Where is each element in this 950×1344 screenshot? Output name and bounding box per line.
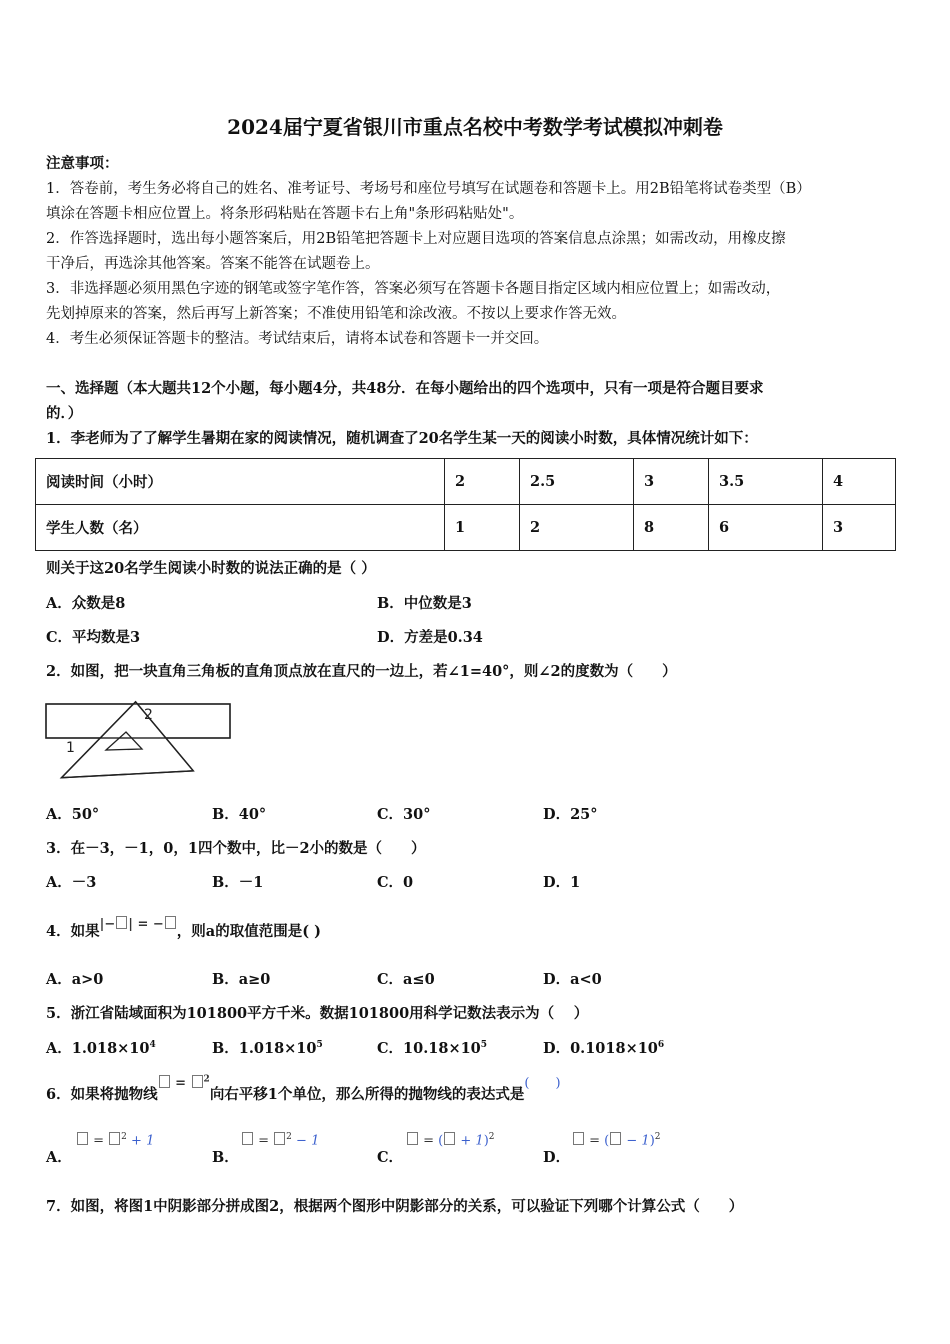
q5-option-b-exp: 5 (316, 1040, 323, 1051)
table-cell: 4 (823, 459, 896, 505)
question-5-stem: 5．浙江省陆域面积为101800平方千米。数据101800用科学记数法表示为（ ） (46, 1005, 589, 1022)
q1-option-a: A．众数是8 (46, 595, 126, 612)
table-row (36, 505, 896, 551)
q4-stem-pre: 4．如果 (46, 923, 100, 940)
question-6-stem (46, 1074, 561, 1104)
q2-option-d: D．25° (543, 806, 598, 823)
q3-option-c: C．0 (377, 874, 414, 891)
notice-line: 干净后，再选涂其他答案。答案不能答在试题卷上。 (46, 256, 380, 272)
angle-1-label: 1 (66, 740, 75, 756)
q6-stem-post: 向右平移1个单位，那么所得的抛物线的表达式是 (209, 1086, 525, 1103)
table-cell: 6 (709, 505, 823, 551)
table-cell: 2 (520, 505, 634, 551)
table-cell: 3.5 (709, 459, 823, 505)
q5-option-a (46, 1037, 156, 1058)
table-cell: 学生人数（名） (36, 505, 445, 551)
q5-option-c-text: C．10.18×10 (377, 1040, 481, 1057)
reading-stats-table (35, 458, 896, 551)
notice-line: 先划掉原来的答案，然后再写上新答案；不准使用铅笔和涂改液。不按以上要求作答无效。 (46, 306, 626, 322)
q6-option-d: D． (543, 1149, 571, 1166)
q5-option-d (543, 1037, 664, 1058)
question-1-stem: 1．李老师为了了解学生暑期在家的阅读情况，随机调查了20名学生某一天的阅读小时数，具体情况统计如下： (46, 430, 758, 447)
question-1-prompt: 则关于这20名学生阅读小时数的说法正确的是（ ） (46, 560, 376, 577)
parabola-formula-image: = $^2$ (158, 1076, 210, 1091)
q4-option-b: B．a≥0 (212, 971, 271, 988)
q5-option-d-exp: 6 (657, 1040, 665, 1051)
absolute-value-formula-image: |− | = − (100, 917, 177, 932)
section-heading-cont: 的．） (46, 405, 83, 422)
q6-option-d-formula-image: = ( − 1)$^2$ (572, 1132, 661, 1148)
notice-heading: 注意事项： (46, 155, 119, 172)
q5-option-a-text: A．1.018×10 (46, 1040, 150, 1057)
q2-option-a: A．50° (46, 806, 100, 823)
q5-option-a-exp: 4 (149, 1040, 156, 1051)
question-7-stem: 7．如图，将图1中阴影部分拼成图2，根据两个图形中阴影部分的关系，可以验证下列哪个计算公式（ ） (46, 1198, 744, 1215)
table-cell: 3 (634, 459, 709, 505)
question-2-stem: 2．如图，把一块直角三角板的直角顶点放在直尺的一边上，若∠1=40°，则∠2的度数为（ ） (46, 663, 677, 680)
angle-2-label: 2 (144, 707, 153, 723)
q1-option-c: C．平均数是3 (46, 629, 141, 646)
ruler-triangle-figure (42, 698, 238, 782)
q4-option-c: C．a≤0 (377, 971, 435, 988)
q6-stem-pre: 6．如果将抛物线 (46, 1086, 158, 1103)
notice-line: 1．答卷前，考生务必将自己的姓名、准考证号、考场号和座位号填写在试题卷和答题卡上。用2B铅笔将试卷类型（B） (46, 181, 811, 197)
notice-line: 填涂在答题卡相应位置上。将条形码粘贴在答题卡右上角"条形码粘贴处"。 (46, 206, 524, 222)
q4-option-a: A．a>0 (46, 971, 104, 988)
q6-option-b: B． (212, 1149, 239, 1166)
table-cell: 阅读时间（小时） (36, 459, 445, 505)
question-4-stem (46, 917, 321, 941)
q5-option-c (377, 1037, 487, 1058)
q5-option-b (212, 1037, 323, 1058)
q4-stem-post: ，则a的取值范围是( ) (176, 923, 321, 940)
notice-line: 3．非选择题必须用黑色字迹的钢笔或签字笔作答，答案必须写在答题卡各题目指定区域内相应位置上；如需改动， (46, 281, 781, 297)
q6-paren: ( ) (524, 1076, 561, 1091)
table-row (36, 459, 896, 505)
q6-option-b-formula-image: = $^2$ − 1 (241, 1132, 319, 1148)
q2-option-c: C．30° (377, 806, 431, 823)
notice-line: 2．作答选择题时，选出每小题答案后，用2B铅笔把答题卡上对应题目选项的答案信息点涂黑；如需改动，用橡皮擦 (46, 231, 786, 247)
table-cell: 2 (445, 459, 520, 505)
q5-option-c-exp: 5 (480, 1040, 488, 1051)
table-cell: 2.5 (520, 459, 634, 505)
q4-option-d: D．a<0 (543, 971, 602, 988)
section-heading: 一、选择题（本大题共12个小题，每小题4分，共48分．在每小题给出的四个选项中，只有一项是符合题目要求 (46, 380, 764, 397)
q1-option-b: B．中位数是3 (377, 595, 472, 612)
q1-option-d: D．方差是0.34 (377, 629, 483, 646)
q5-option-b-text: B．1.018×10 (212, 1040, 317, 1057)
q6-option-c-formula-image: = ( + 1)$^2$ (406, 1132, 495, 1148)
q6-option-a-formula-image: = $^2$ + 1 (76, 1132, 154, 1148)
q3-option-b: B．－1 (212, 874, 264, 891)
table-cell: 8 (634, 505, 709, 551)
q3-option-d: D．1 (543, 874, 581, 891)
q3-option-a: A．－3 (46, 874, 97, 891)
table-cell: 1 (445, 505, 520, 551)
table-cell: 3 (823, 505, 896, 551)
q2-option-b: B．40° (212, 806, 267, 823)
q5-option-d-text: D．0.1018×10 (543, 1040, 658, 1057)
q6-option-c: C． (377, 1149, 404, 1166)
question-3-stem: 3．在－3，－1，0，1四个数中，比－2小的数是（ ） (46, 840, 426, 857)
q6-option-a: A． (46, 1149, 72, 1166)
page-title: 2024届宁夏省银川市重点名校中考数学考试模拟冲刺卷 (227, 115, 723, 139)
notice-line: 4．考生必须保证答题卡的整洁。考试结束后，请将本试卷和答题卡一并交回。 (46, 331, 549, 347)
